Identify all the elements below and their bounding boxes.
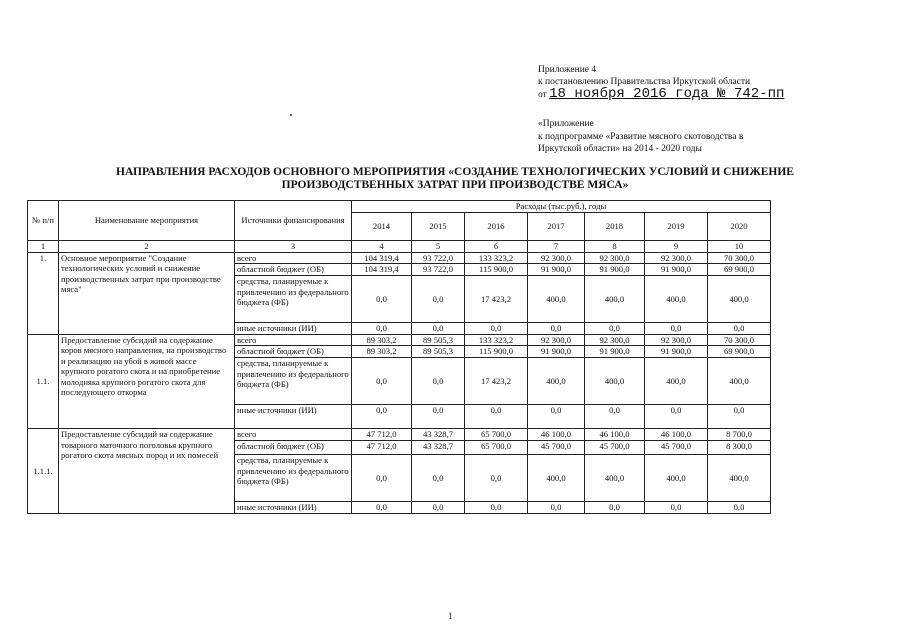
document-title xyxy=(40,166,870,192)
subprogram-line1: «Приложение xyxy=(538,119,594,129)
amount-cell: 89 303,2 xyxy=(352,346,412,358)
year-header: 2018 xyxy=(585,213,645,241)
header-expenses: Расходы (тыс.руб.), годы xyxy=(352,201,771,213)
amount-cell: 47 712,0 xyxy=(352,429,412,441)
amount-cell: 104 319,4 xyxy=(352,264,412,276)
amount-cell: 0,0 xyxy=(708,323,771,335)
funding-source: областной бюджет (ОБ) xyxy=(235,441,352,455)
header-source: Источники финансирования xyxy=(235,201,352,241)
amount-cell: 46 100,0 xyxy=(585,429,645,441)
funding-source: иные источники (ИИ) xyxy=(235,405,352,429)
amount-cell: 92 300,0 xyxy=(645,252,708,264)
table-row xyxy=(28,252,771,264)
title-line2: ПРОИЗВОДСТВЕННЫХ ЗАТРАТ ПРИ ПРОИЗВОДСТВЕ МЯСА» xyxy=(281,179,629,191)
year-header: 2020 xyxy=(708,213,771,241)
amount-cell: 400,0 xyxy=(528,358,585,405)
funding-source: областной бюджет (ОБ) xyxy=(235,264,352,276)
amount-cell: 0,0 xyxy=(585,502,645,514)
amount-cell: 104 319,4 xyxy=(352,252,412,264)
column-number: 6 xyxy=(465,241,528,253)
amount-cell: 115 900,0 xyxy=(465,264,528,276)
funding-source: иные источники (ИИ) xyxy=(235,502,352,514)
amount-cell: 400,0 xyxy=(708,276,771,323)
amount-cell: 400,0 xyxy=(585,358,645,405)
amount-cell: 0,0 xyxy=(412,502,465,514)
amount-cell: 0,0 xyxy=(645,323,708,335)
column-number: 3 xyxy=(235,241,352,253)
amount-cell: 0,0 xyxy=(465,455,528,502)
amount-cell: 93 722,0 xyxy=(412,252,465,264)
appendix-line3 xyxy=(538,88,784,101)
subprogram-line3: Иркутской области» на 2014 - 2020 годы xyxy=(538,144,702,154)
amount-cell: 0,0 xyxy=(412,405,465,429)
subprogram-line2: к подпрограмме «Развитие мясного скотоводства в xyxy=(538,131,744,142)
year-header: 2014 xyxy=(352,213,412,241)
year-header: 2015 xyxy=(412,213,465,241)
amount-cell: 0,0 xyxy=(465,405,528,429)
column-number: 2 xyxy=(59,241,235,253)
amount-cell: 400,0 xyxy=(645,276,708,323)
column-number: 4 xyxy=(352,241,412,253)
amount-cell: 400,0 xyxy=(528,276,585,323)
amount-cell: 17 423,2 xyxy=(465,276,528,323)
amount-cell: 47 712,0 xyxy=(352,441,412,455)
appendix-from: от xyxy=(538,90,547,100)
amount-cell: 133 323,2 xyxy=(465,334,528,346)
amount-cell: 0,0 xyxy=(585,405,645,429)
year-header: 2017 xyxy=(528,213,585,241)
amount-cell: 17 423,2 xyxy=(465,358,528,405)
amount-cell: 400,0 xyxy=(645,455,708,502)
amount-cell: 65 700,0 xyxy=(465,429,528,441)
amount-cell: 400,0 xyxy=(645,358,708,405)
amount-cell: 0,0 xyxy=(352,276,412,323)
page-number: 1 xyxy=(448,611,453,621)
amount-cell: 400,0 xyxy=(708,455,771,502)
header-num: № п/п xyxy=(28,201,59,241)
year-header: 2016 xyxy=(465,213,528,241)
amount-cell: 0,0 xyxy=(465,502,528,514)
funding-source: всего xyxy=(235,252,352,264)
amount-cell: 0,0 xyxy=(352,502,412,514)
row-number: 1. xyxy=(28,252,59,334)
amount-cell: 8 300,0 xyxy=(708,441,771,455)
amount-cell: 69 900,0 xyxy=(708,346,771,358)
activity-name: Предоставление субсидий на содержание товарного маточного поголовья крупного рогатого скота мясных пород и их помесей xyxy=(59,429,235,514)
amount-cell: 92 300,0 xyxy=(585,334,645,346)
amount-cell: 0,0 xyxy=(528,405,585,429)
activity-name: Предоставление субсидий на содержание коров мясного направления, на производство и реализацию на убой в живой массе крупного рогатого скота и на приобретение молодняка крупного рогатого скота для последующего откорма xyxy=(59,334,235,429)
amount-cell: 0,0 xyxy=(352,455,412,502)
column-number: 1 xyxy=(28,241,59,253)
year-header: 2019 xyxy=(645,213,708,241)
amount-cell: 43 328,7 xyxy=(412,441,465,455)
amount-cell: 0,0 xyxy=(412,358,465,405)
amount-cell: 91 900,0 xyxy=(528,346,585,358)
amount-cell: 69 900,0 xyxy=(708,264,771,276)
column-number: 7 xyxy=(528,241,585,253)
appendix-line2: к постановлению Правительства Иркутской области xyxy=(538,77,751,87)
amount-cell: 115 900,0 xyxy=(465,346,528,358)
amount-cell: 8 700,0 xyxy=(708,429,771,441)
amount-cell: 70 300,0 xyxy=(708,334,771,346)
title-line1: НАПРАВЛЕНИЯ РАСХОДОВ ОСНОВНОГО МЕРОПРИЯТИЯ «СОЗДАНИЕ ТЕХНОЛОГИЧЕСКИХ УСЛОВИЙ И СНИЖЕНИЕ xyxy=(116,166,794,178)
amount-cell: 89 303,2 xyxy=(352,334,412,346)
activity-name: Основное мероприятие "Создание технологических условий и снижение производственных затрат при производстве мяса" xyxy=(59,252,235,334)
table-row xyxy=(28,334,771,346)
funding-source: иные источники (ИИ) xyxy=(235,323,352,335)
amount-cell: 92 300,0 xyxy=(585,252,645,264)
amount-cell: 91 900,0 xyxy=(585,264,645,276)
amount-cell: 91 900,0 xyxy=(645,264,708,276)
amount-cell: 46 100,0 xyxy=(645,429,708,441)
amount-cell: 92 300,0 xyxy=(528,334,585,346)
amount-cell: 0,0 xyxy=(412,323,465,335)
funding-source: средства, планируемые к привлечению из федерального бюджета (ФБ) xyxy=(235,276,352,323)
column-number: 8 xyxy=(585,241,645,253)
amount-cell: 43 328,7 xyxy=(412,429,465,441)
amount-cell: 0,0 xyxy=(708,502,771,514)
table-row xyxy=(28,429,771,441)
amount-cell: 65 700,0 xyxy=(465,441,528,455)
funding-source: всего xyxy=(235,334,352,346)
amount-cell: 89 505,3 xyxy=(412,346,465,358)
amount-cell: 0,0 xyxy=(352,405,412,429)
amount-cell: 46 100,0 xyxy=(528,429,585,441)
amount-cell: 400,0 xyxy=(708,358,771,405)
amount-cell: 0,0 xyxy=(352,358,412,405)
amount-cell: 0,0 xyxy=(645,502,708,514)
funding-source: средства, планируемые к привлечению из федерального бюджета (ФБ) xyxy=(235,358,352,405)
amount-cell: 91 900,0 xyxy=(585,346,645,358)
amount-cell: 93 722,0 xyxy=(412,264,465,276)
amount-cell: 0,0 xyxy=(708,405,771,429)
subprogram-appendix xyxy=(538,118,743,156)
amount-cell: 400,0 xyxy=(528,455,585,502)
amount-cell: 91 900,0 xyxy=(528,264,585,276)
amount-cell: 70 300,0 xyxy=(708,252,771,264)
appendix-date: 18 ноября 2016 года № 742-пп xyxy=(549,86,785,102)
amount-cell: 0,0 xyxy=(465,323,528,335)
appendix-header xyxy=(538,64,784,101)
amount-cell: 0,0 xyxy=(352,323,412,335)
amount-cell: 45 700,0 xyxy=(528,441,585,455)
funding-source: средства, планируемые к привлечению из федерального бюджета (ФБ) xyxy=(235,455,352,502)
appendix-line1: Приложение 4 xyxy=(538,65,597,75)
amount-cell: 0,0 xyxy=(528,502,585,514)
amount-cell: 400,0 xyxy=(585,276,645,323)
amount-cell: 45 700,0 xyxy=(585,441,645,455)
amount-cell: 0,0 xyxy=(528,323,585,335)
amount-cell: 0,0 xyxy=(645,405,708,429)
amount-cell: 45 700,0 xyxy=(645,441,708,455)
amount-cell: 400,0 xyxy=(585,455,645,502)
row-number: 1.1. xyxy=(28,334,59,429)
amount-cell: 91 900,0 xyxy=(645,346,708,358)
amount-cell: 89 505,3 xyxy=(412,334,465,346)
amount-cell: 92 300,0 xyxy=(528,252,585,264)
amount-cell: 0,0 xyxy=(585,323,645,335)
stray-dot xyxy=(290,114,292,116)
row-number: 1.1.1. xyxy=(28,429,59,514)
column-number: 5 xyxy=(412,241,465,253)
funding-source: всего xyxy=(235,429,352,441)
header-name: Наименование мероприятия xyxy=(59,201,235,241)
column-number: 9 xyxy=(645,241,708,253)
funding-source: областной бюджет (ОБ) xyxy=(235,346,352,358)
amount-cell: 133 323,2 xyxy=(465,252,528,264)
amount-cell: 0,0 xyxy=(412,455,465,502)
expenses-table xyxy=(27,200,771,514)
amount-cell: 0,0 xyxy=(412,276,465,323)
amount-cell: 92 300,0 xyxy=(645,334,708,346)
column-number: 10 xyxy=(708,241,771,253)
